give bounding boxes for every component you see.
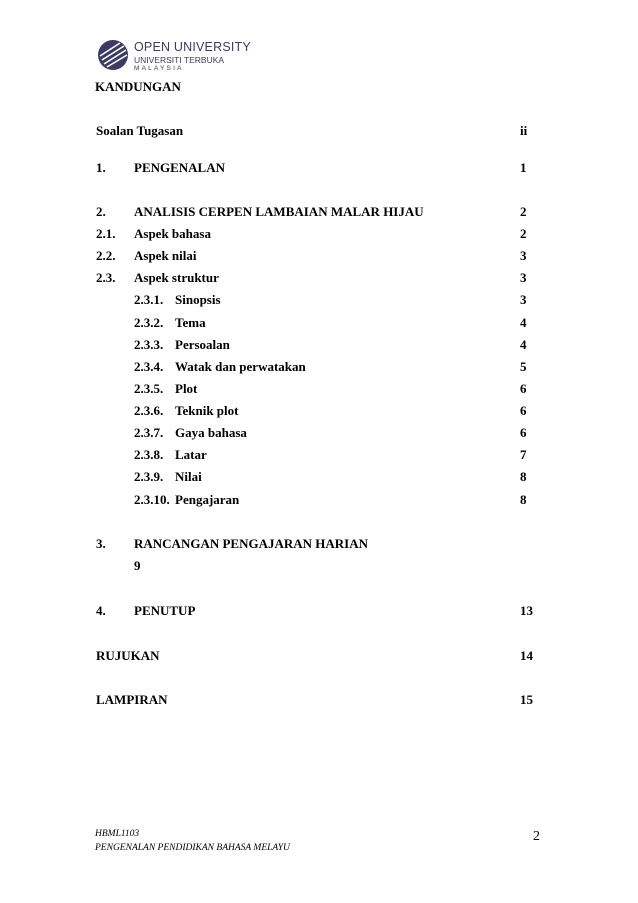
toc-number: 2.3.2. [134,315,164,330]
toc-page: 7 [520,447,527,462]
toc-label: Plot [175,381,198,396]
open-university-logo [96,38,251,80]
toc-page: 3 [520,270,527,285]
toc-label: Aspek nilai [134,248,197,263]
toc-label: Persoalan [175,337,230,352]
toc-page: ii [520,123,528,138]
toc-entry-4 [0,603,638,621]
toc-page: 1 [520,160,527,175]
toc-label: RANCANGAN PENGAJARAN HARIAN [134,536,368,551]
toc-number: 3. [96,536,106,551]
toc-entry-2-3 [0,270,638,288]
page-number: 2 [533,829,540,844]
footer-course: PENGENALAN PENDIDIKAN BAHASA MELAYU [95,843,290,853]
page-title: KANDUNGAN [95,79,181,94]
toc-number: 2.3.8. [134,447,164,462]
toc-number: 2.1. [96,226,116,241]
toc-label: Soalan Tugasan [96,123,184,138]
toc-label: Sinopsis [175,292,221,307]
toc-label: Aspek struktur [134,270,219,285]
toc-entry-2-3-10 [0,492,638,510]
toc-number: 2.3.6. [134,403,164,418]
toc-entry-2-3-7 [0,425,638,443]
toc-number: 2.3.4. [134,359,164,374]
toc-label: PENGENALAN [134,160,226,175]
toc-number: 2.3.3. [134,337,164,352]
toc-label: ANALISIS CERPEN LAMBAIAN MALAR HIJAU [134,204,424,219]
toc-page: 14 [520,648,533,663]
ou-emblem-icon [96,38,130,72]
toc-entry-2-3-1 [0,292,638,310]
toc-label: Pengajaran [175,492,240,507]
footer-code: HBML1103 [95,829,140,839]
toc-entry-2-3-5 [0,381,638,399]
toc-label: RUJUKAN [96,648,160,663]
toc-label: Latar [175,447,207,462]
toc-page: 13 [520,603,533,618]
toc-page: 6 [520,425,527,440]
toc-label: Watak dan perwatakan [175,359,306,374]
toc-number: 1. [96,160,106,175]
toc-page: 6 [520,381,527,396]
toc-page: 15 [520,692,533,707]
toc-entry-2 [0,204,638,222]
toc-entry-rujukan [0,648,638,666]
toc-entry-soalan [0,123,638,141]
toc-entry-lampiran [0,692,638,710]
toc-page: 3 [520,248,527,263]
toc-label: Aspek bahasa [134,226,211,241]
toc-entry-2-3-9 [0,469,638,487]
logo-line2: UNIVERSITI TERBUKA [134,55,225,65]
toc-entry-1 [0,160,638,178]
toc-number: 2.3.9. [134,469,164,484]
toc-page: 6 [520,403,527,418]
toc-page: 5 [520,359,527,374]
toc-number: 2.3.5. [134,381,164,396]
toc-page: 4 [520,315,527,330]
toc-label: PENUTUP [134,603,196,618]
toc-page: 2 [520,204,527,219]
toc-number: 2. [96,204,106,219]
footer [95,827,290,855]
toc-number: 4. [96,603,106,618]
toc-label: Teknik plot [175,403,239,418]
toc-label: Gaya bahasa [175,425,247,440]
toc-entry-2-1 [0,226,638,244]
toc-label: Nilai [175,469,202,484]
toc-page: 4 [520,337,527,352]
logo-line3: MALAYSIA [134,65,184,72]
toc-number: 2.3.10. [134,492,170,507]
toc-entry-2-3-8 [0,447,638,465]
toc-page: 8 [520,492,527,507]
toc-page: 2 [520,226,527,241]
toc-label: LAMPIRAN [96,692,168,707]
toc-label: Tema [175,315,206,330]
toc-entry-2-2 [0,248,638,266]
toc-page: 3 [520,292,527,307]
logo-line1: OPEN UNIVERSITY [134,40,251,54]
toc-page: 9 [134,558,141,573]
toc-page: 8 [520,469,527,484]
toc-number: 2.2. [96,248,116,263]
toc-entry-2-3-6 [0,403,638,421]
toc-number: 2.3.7. [134,425,164,440]
toc-entry-2-3-3 [0,337,638,355]
toc-entry-2-3-2 [0,315,638,333]
toc-entry-3 [0,536,638,554]
toc-number: 2.3.1. [134,292,164,307]
toc-entry-2-3-4 [0,359,638,377]
toc-number: 2.3. [96,270,116,285]
